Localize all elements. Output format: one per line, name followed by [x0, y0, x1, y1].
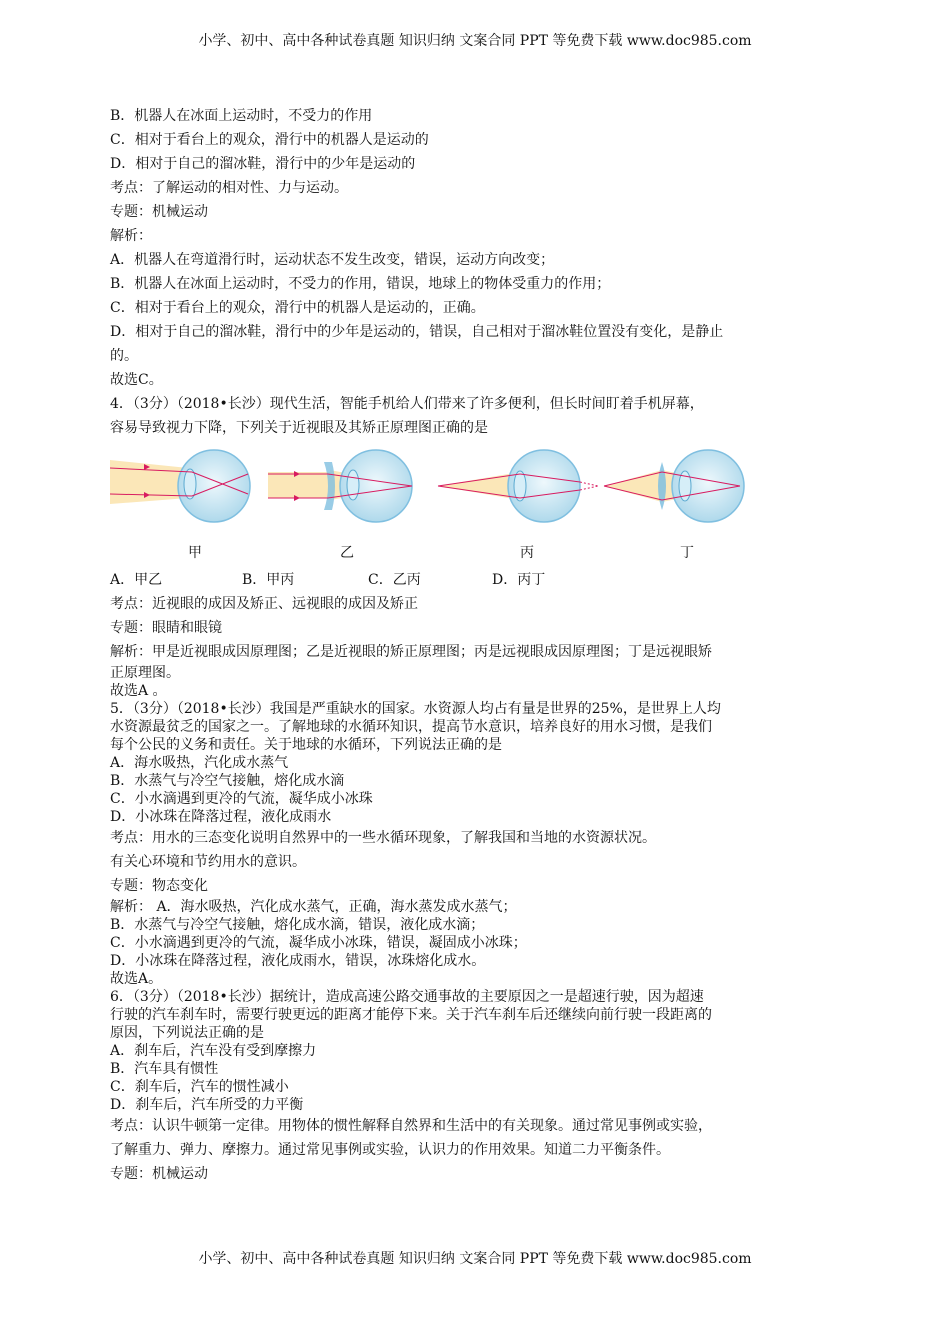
- eye-diagram-jia: [110, 450, 250, 522]
- text-line: 考点：近视眼的成因及矫正、远视眼的成因及矫正: [110, 596, 418, 612]
- light-beam: [604, 470, 662, 502]
- text-line: 专题：眼睛和眼镜: [110, 620, 222, 636]
- text-line: 故选C。: [110, 372, 163, 388]
- eye-lens: [184, 469, 196, 499]
- option-d: D．丙丁: [492, 572, 546, 588]
- eye-diagram-ding: [604, 450, 744, 522]
- question-5-stem: 水资源最贫乏的国家之一。了解地球的水循环知识，提高节水意识，培养良好的用水习惯，是我们: [110, 719, 712, 735]
- light-ray-extension: [580, 482, 598, 486]
- text-line: C．相对于看台上的观众，滑行中的机器人是运动的，正确。: [110, 300, 485, 316]
- block-5: [110, 898, 850, 970]
- eye-lens: [514, 471, 526, 501]
- text-line: D．相对于自己的溜冰鞋，滑行中的少年是运动的，错误，自己相对于溜冰鞋位置没有变化，是静止: [110, 324, 724, 340]
- question-6-stem: 原因，下列说法正确的是: [110, 1025, 264, 1041]
- text-line: 故选A。: [110, 971, 163, 987]
- eye-diagrams: [110, 442, 850, 566]
- text-line: 正原理图。: [110, 665, 180, 681]
- block-7: [110, 1114, 850, 1186]
- block-4: [110, 826, 850, 898]
- question-4-options: [110, 568, 850, 592]
- light-beam: [268, 472, 330, 498]
- option-b: B．甲丙: [242, 572, 295, 588]
- option-b: B．水蒸气与冷空气接触，熔化成水滴: [110, 773, 345, 789]
- text-line: 考点：用水的三态变化说明自然界中的一些水循环现象，了解我国和当地的水资源状况。: [110, 830, 656, 846]
- option-d: D．小冰珠在降落过程，液化成雨水: [110, 809, 332, 825]
- text-line: B．机器人在冰面上运动时，不受力的作用，错误，地球上的物体受重力的作用；: [110, 276, 611, 292]
- block-6: [110, 970, 850, 1114]
- text-line: 考点：认识牛顿第一定律。用物体的惯性解释自然界和生活中的有关现象。通过常见事例或实验，: [110, 1118, 712, 1134]
- text-line: 专题：机械运动: [110, 204, 208, 220]
- text-line: D．小冰珠在降落过程，液化成雨水，错误，冰珠熔化成水。: [110, 953, 486, 969]
- text-line: 考点：了解运动的相对性、力与运动。: [110, 180, 348, 196]
- option-a: A．甲乙: [110, 572, 163, 588]
- text-line: 有关心环境和节约用水的意识。: [110, 854, 306, 870]
- option-a: A．海水吸热，汽化成水蒸气: [110, 755, 289, 771]
- eye-diagram-bing: [438, 450, 598, 522]
- text-line: 了解重力、弹力、摩擦力。通过常见事例或实验，认识力的作用效果。知道二力平衡条件。: [110, 1142, 670, 1158]
- text-line: 故选A 。: [110, 683, 167, 699]
- eye-diagram-figure: [110, 442, 850, 566]
- option-a: A．刹车后，汽车没有受到摩擦力: [110, 1043, 317, 1059]
- text-line: B．水蒸气与冷空气接触，熔化成水滴，错误，液化成水滴；: [110, 917, 485, 933]
- block-2: [110, 592, 850, 682]
- option-c: C．刹车后，汽车的惯性减小: [110, 1079, 289, 1095]
- caption-ding: 丁: [680, 545, 694, 561]
- question-4-stem: 4．（3分）（2018•长沙）现代生活，智能手机给人们带来了许多便利，但长时间盯着手机屏幕，: [110, 396, 704, 412]
- question-5-stem: 5．（3分）（2018•长沙）我国是严重缺水的国家。水资源人均占有量是世界的25%，是世界上人均: [110, 701, 721, 717]
- text-line: C．相对于看台上的观众，滑行中的机器人是运动的: [110, 132, 429, 148]
- eye-diagram-yi: [268, 450, 412, 522]
- text-line: 解析： A．海水吸热，汽化成水蒸气，正确，海水蒸发成水蒸气；: [110, 899, 517, 915]
- question-6-stem: 行驶的汽车刹车时，需要行驶更远的距离才能停下来。关于汽车刹车后还继续向前行驶一段距离的: [110, 1007, 712, 1023]
- text-line: A．机器人在弯道滑行时，运动状态不发生改变，错误，运动方向改变；: [110, 252, 555, 268]
- text-line: 解析：: [110, 228, 152, 244]
- light-ray-extension: [580, 486, 598, 490]
- option-d: D．刹车后，汽车所受的力平衡: [110, 1097, 304, 1113]
- text-line: 专题：机械运动: [110, 1166, 208, 1182]
- question-5-stem: 每个公民的义务和责任。关于地球的水循环，下列说法正确的是: [110, 737, 502, 753]
- page-header: 小学、初中、高中各种试卷真题 知识归纳 文案合同 PPT 等免费下载 www.doc985.com: [198, 33, 752, 49]
- text-line: 解析：甲是近视眼成因原理图；乙是近视眼的矫正原理图；丙是远视眼成因原理图；丁是远视眼矫: [110, 644, 712, 660]
- option-c: C．小水滴遇到更冷的气流，凝华成小冰珠: [110, 791, 373, 807]
- block-3: [110, 682, 850, 826]
- text-line: B．机器人在冰面上运动时，不受力的作用: [110, 108, 373, 124]
- page-footer: 小学、初中、高中各种试卷真题 知识归纳 文案合同 PPT 等免费下载 www.doc985.com: [198, 1251, 752, 1267]
- option-b: B．汽车具有惯性: [110, 1061, 219, 1077]
- convex-lens: [658, 462, 666, 510]
- caption-jia: 甲: [188, 545, 202, 561]
- caption-bing: 丙: [520, 545, 534, 561]
- question-4-stem: 容易导致视力下降，下列关于近视眼及其矫正原理图正确的是: [110, 420, 488, 436]
- text-line: 的。: [110, 348, 138, 364]
- text-line: C．小水滴遇到更冷的气流，凝华成小冰珠，错误，凝固成小冰珠；: [110, 935, 527, 951]
- text-line: 专题：物态变化: [110, 878, 208, 894]
- caption-yi: 乙: [340, 545, 354, 561]
- document-body: [110, 104, 850, 1186]
- option-c: C．乙丙: [368, 572, 421, 588]
- block-1: [110, 104, 850, 440]
- question-6-stem: 6．（3分）（2018•长沙）据统计，造成高速公路交通事故的主要原因之一是超速行驶，因为超速: [110, 989, 704, 1005]
- text-line: D．相对于自己的溜冰鞋，滑行中的少年是运动的: [110, 156, 416, 172]
